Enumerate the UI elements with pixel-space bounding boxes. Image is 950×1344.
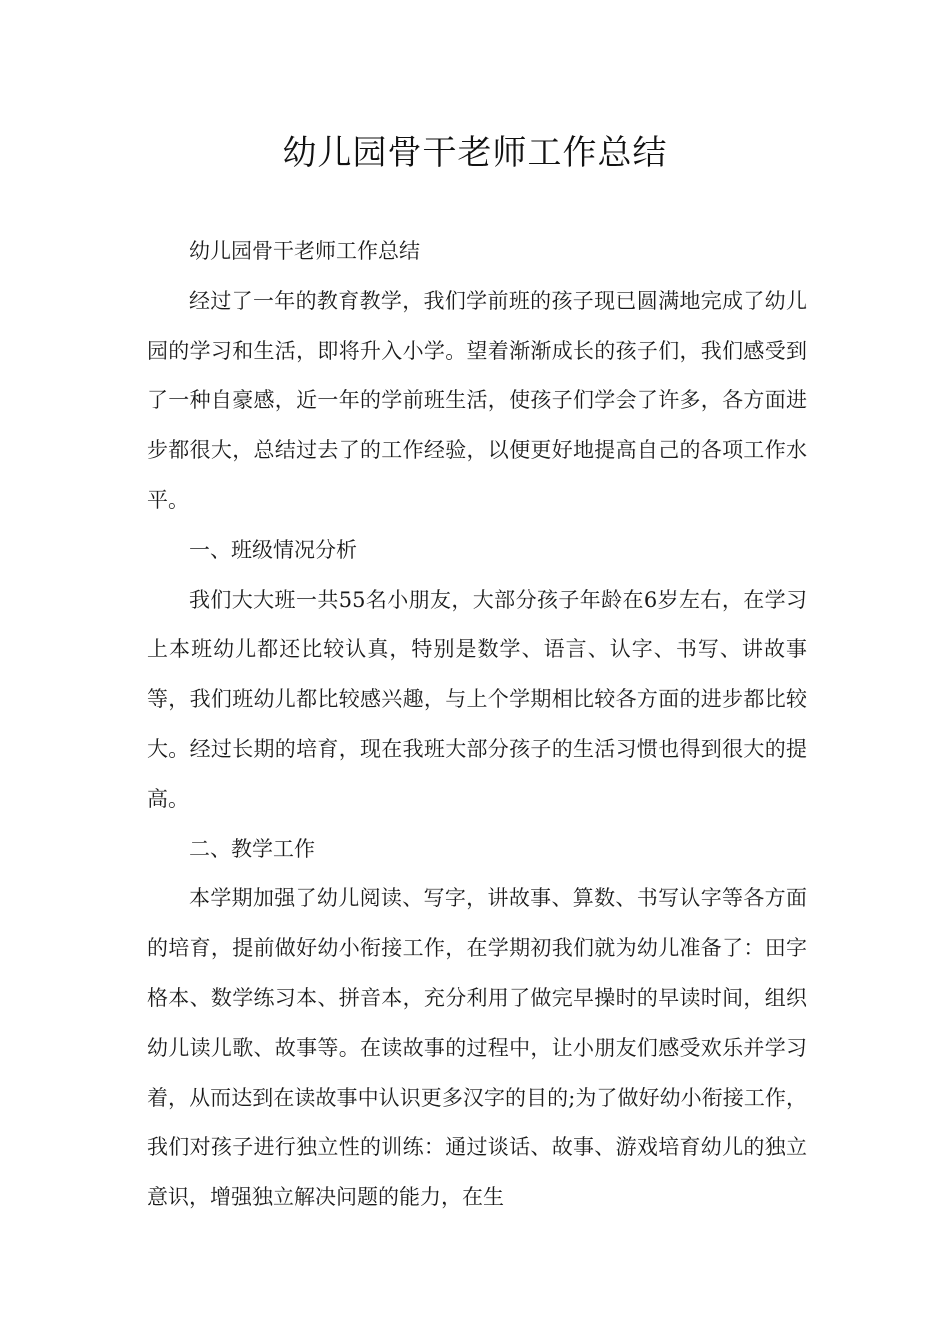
- document-body: [147, 227, 807, 1223]
- section-heading-teaching: 二、教学工作: [189, 836, 315, 861]
- paragraph-subtitle: 幼儿园骨干老师工作总结: [189, 239, 420, 263]
- document-title: 幼儿园骨干老师工作总结: [282, 133, 668, 173]
- paragraph-intro: 经过了一年的教育教学，我们学前班的孩子现已圆满地完成了幼儿园的学习和生活，即将升入小学。望着渐渐成长的孩子们，我们感受到了一种自豪感，近一年的学前班生活，使孩子们学会了许多，各方面进步都很大，总结过去了的工作经验，以便更好地提高自己的各项工作水平。: [147, 288, 807, 512]
- section-heading-class-analysis: 一、班级情况分析: [189, 537, 357, 562]
- paragraph-teaching: 本学期加强了幼儿阅读、写字，讲故事、算数、书写认字等各方面的培育，提前做好幼小衔接工作，在学期初我们就为幼儿准备了：田字格本、数学练习本、拼音本，充分利用了做完早操时的早读时间，组织幼儿读儿歌、故事等。在读故事的过程中，让小朋友们感受欢乐并学习着，从而达到在读故事中认识更多汉字的目的;为了做好幼小衔接工作，我们对孩子进行独立性的训练：通过谈话、故事、游戏培育幼儿的独立意识，增强独立解决问题的能力，在生: [147, 886, 807, 1210]
- paragraph-class-analysis: 我们大大班一共55名小朋友，大部分孩子年龄在6岁左右，在学习上本班幼儿都还比较认真，特别是数学、语言、认字、书写、讲故事等，我们班幼儿都比较感兴趣，与上个学期相比较各方面的进步都比较大。经过长期的培育，现在我班大部分孩子的生活习惯也得到很大的提高。: [147, 587, 807, 811]
